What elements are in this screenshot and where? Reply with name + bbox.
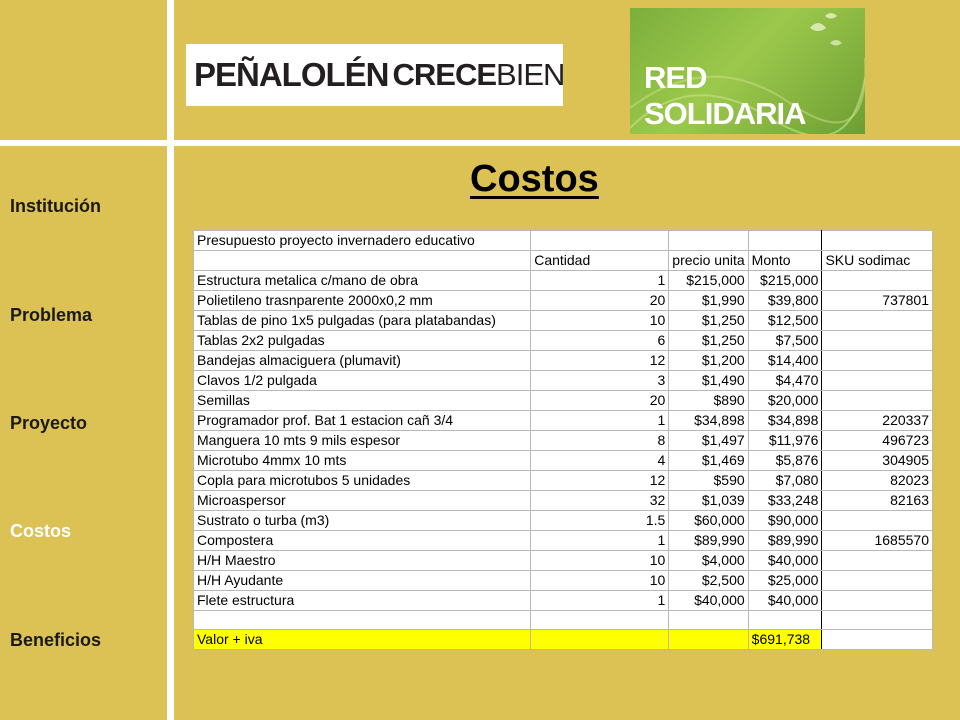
table-cell: Flete estructura (194, 591, 531, 611)
table-empty-row (194, 611, 933, 630)
table-cell (669, 611, 748, 630)
table-cell: 3 (531, 371, 669, 391)
table-row (194, 351, 933, 371)
table-row (194, 391, 933, 411)
table-cell: Tablas 2x2 pulgadas (194, 331, 531, 351)
table-cell (748, 231, 822, 251)
table-cell: $4,470 (748, 371, 822, 391)
table-cell: $5,876 (748, 451, 822, 471)
table-cell: 4 (531, 451, 669, 471)
table-cell (822, 511, 933, 531)
table-cell: $1,250 (669, 331, 748, 351)
table-cell: $40,000 (748, 591, 822, 611)
table-cell: 12 (531, 351, 669, 371)
table-cell (748, 611, 822, 630)
table-cell (822, 391, 933, 411)
table-cell: $14,400 (748, 351, 822, 371)
table-cell: $1,990 (669, 291, 748, 311)
table-cell: 32 (531, 491, 669, 511)
table-row (194, 431, 933, 451)
table-cell (531, 231, 669, 251)
table-cell: $34,898 (748, 411, 822, 431)
table-cell: Sustrato o turba (m3) (194, 511, 531, 531)
table-cell: Valor + iva (194, 630, 531, 650)
table-row (194, 311, 933, 331)
table-cell: Manguera 10 mts 9 mils espesor (194, 431, 531, 451)
vertical-divider (167, 0, 174, 720)
table-cell: 8 (531, 431, 669, 451)
table-cell (822, 311, 933, 331)
table-cell: $691,738 (748, 630, 822, 650)
table-row (194, 511, 933, 531)
table-cell: 10 (531, 311, 669, 331)
table-cell (822, 571, 933, 591)
table-cell: $40,000 (669, 591, 748, 611)
table-cell: $590 (669, 471, 748, 491)
table-cell: 10 (531, 571, 669, 591)
table-header-row (194, 251, 933, 271)
table-cell: $40,000 (748, 551, 822, 571)
table-cell: $12,500 (748, 311, 822, 331)
table-cell: H/H Maestro (194, 551, 531, 571)
table-cell: Presupuesto proyecto invernadero educativo (194, 231, 531, 251)
table-cell: 1 (531, 411, 669, 431)
nav-item-proyecto[interactable]: Proyecto (10, 413, 88, 433)
table-cell: precio unita (669, 251, 748, 271)
table-cell: Bandejas almaciguera (plumavit) (194, 351, 531, 371)
table-total-row (194, 630, 933, 650)
table-cell (822, 611, 933, 630)
page-title: Costos (470, 158, 599, 200)
table-cell: $39,800 (748, 291, 822, 311)
table-row (194, 491, 933, 511)
table-cell: Tablas de pino 1x5 pulgadas (para platabandas) (194, 311, 531, 331)
table-cell (822, 331, 933, 351)
table-row (194, 331, 933, 351)
table-cell: $2,500 (669, 571, 748, 591)
table-cell: $1,200 (669, 351, 748, 371)
table-row (194, 271, 933, 291)
red-solidaria-logo (630, 8, 865, 134)
table-row (194, 371, 933, 391)
table-cell: Copla para microtubos 5 unidades (194, 471, 531, 491)
horizontal-divider (0, 140, 960, 146)
table-cell: Microtubo 4mmx 10 mts (194, 451, 531, 471)
table-cell: 1 (531, 271, 669, 291)
table-cell: 20 (531, 391, 669, 411)
budget-table (193, 230, 933, 650)
table-cell: $34,898 (669, 411, 748, 431)
logo-text-bien: BIEN (496, 57, 565, 92)
table-cell: 82163 (822, 491, 933, 511)
table-cell: $1,497 (669, 431, 748, 451)
table-cell: Programador prof. Bat 1 estacion cañ 3/4 (194, 411, 531, 431)
table-row (194, 551, 933, 571)
table-cell: 1 (531, 531, 669, 551)
table-cell: Microaspersor (194, 491, 531, 511)
logo-text-penalolen: PEÑALOLÉN (194, 56, 389, 93)
table-cell: SKU sodimac (822, 251, 933, 271)
table-cell: 1685570 (822, 531, 933, 551)
table-cell: $90,000 (748, 511, 822, 531)
table-caption-row (194, 231, 933, 251)
table-cell: $25,000 (748, 571, 822, 591)
table-cell: 737801 (822, 291, 933, 311)
table-cell (822, 591, 933, 611)
nav-item-beneficios[interactable]: Beneficios (10, 630, 102, 650)
table-cell: $11,976 (748, 431, 822, 451)
table-row (194, 411, 933, 431)
table-cell: 1.5 (531, 511, 669, 531)
table-cell: H/H Ayudante (194, 571, 531, 591)
table-cell: $7,500 (748, 331, 822, 351)
table-cell (822, 231, 933, 251)
table-row (194, 531, 933, 551)
nav-item-institucion[interactable]: Institución (10, 196, 101, 216)
table-cell: 1 (531, 591, 669, 611)
table-cell (822, 551, 933, 571)
table-cell: Semillas (194, 391, 531, 411)
table-cell: $215,000 (748, 271, 822, 291)
table-row (194, 471, 933, 491)
logo-text-crece: CRECE (392, 57, 497, 92)
table-cell (669, 231, 748, 251)
table-cell (822, 271, 933, 291)
table-cell (822, 351, 933, 371)
table-row (194, 291, 933, 311)
table-cell: Monto (748, 251, 822, 271)
table-cell: $215,000 (669, 271, 748, 291)
table-cell (194, 611, 531, 630)
table-cell: $7,080 (748, 471, 822, 491)
table-cell: 304905 (822, 451, 933, 471)
table-cell: $89,990 (669, 531, 748, 551)
table-cell: Cantidad (531, 251, 669, 271)
table-cell: $1,469 (669, 451, 748, 471)
table-cell: $4,000 (669, 551, 748, 571)
penalolen-crecebien-logo (186, 44, 563, 106)
table-row (194, 451, 933, 471)
table-cell: 6 (531, 331, 669, 351)
table-cell: 496723 (822, 431, 933, 451)
table-cell: Clavos 1/2 pulgada (194, 371, 531, 391)
table-cell: 10 (531, 551, 669, 571)
table-cell: $60,000 (669, 511, 748, 531)
table-cell: Estructura metalica c/mano de obra (194, 271, 531, 291)
table-cell: 12 (531, 471, 669, 491)
table-cell (194, 251, 531, 271)
table-cell (669, 630, 748, 650)
table-cell: 220337 (822, 411, 933, 431)
table-cell: 20 (531, 291, 669, 311)
table-cell (822, 630, 933, 650)
table-cell: $1,250 (669, 311, 748, 331)
table-cell: 82023 (822, 471, 933, 491)
logo-text-red-solidaria: RED SOLIDARIA (644, 60, 806, 131)
table-cell: $89,990 (748, 531, 822, 551)
table-cell: Compostera (194, 531, 531, 551)
table-row (194, 591, 933, 611)
table-row (194, 571, 933, 591)
nav-item-costos[interactable]: Costos (10, 521, 72, 541)
table-cell (822, 371, 933, 391)
budget-spreadsheet (193, 230, 933, 648)
table-cell: $20,000 (748, 391, 822, 411)
table-cell (531, 611, 669, 630)
table-cell (531, 630, 669, 650)
nav-item-problema[interactable]: Problema (10, 305, 93, 325)
table-cell: $890 (669, 391, 748, 411)
table-cell: $1,039 (669, 491, 748, 511)
table-cell: $33,248 (748, 491, 822, 511)
table-cell: $1,490 (669, 371, 748, 391)
table-cell: Polietileno trasnparente 2000x0,2 mm (194, 291, 531, 311)
